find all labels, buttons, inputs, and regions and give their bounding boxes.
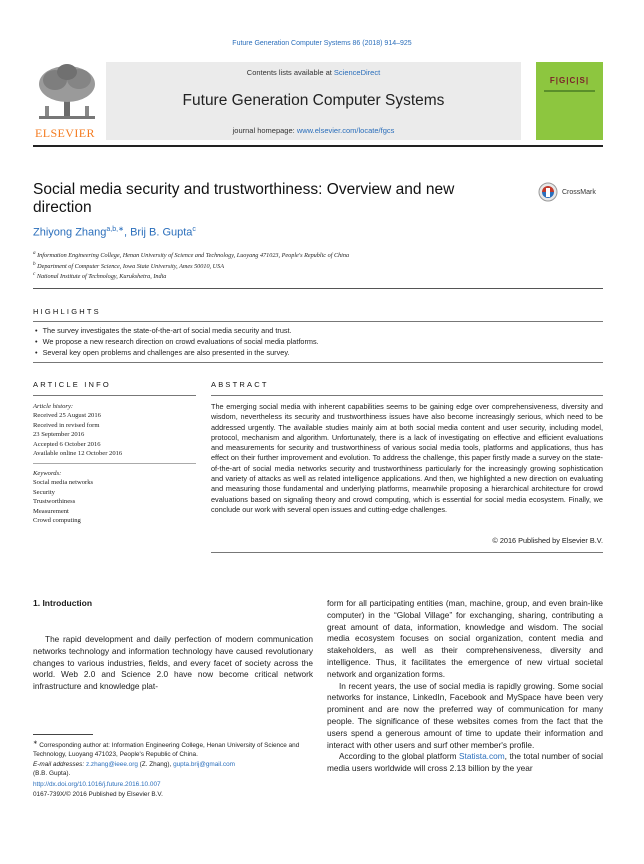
masthead xyxy=(33,62,603,142)
history-label: Article history: xyxy=(33,403,74,410)
journal-title: Future Generation Computer Systems xyxy=(182,92,445,109)
affiliation-mark: b xyxy=(33,261,36,267)
masthead-divider xyxy=(33,145,603,147)
copyright: © 2016 Published by Elsevier B.V. xyxy=(492,536,603,545)
doi-link[interactable]: http://dx.doi.org/10.1016/j.future.2016.10.007 xyxy=(33,781,161,788)
highlights-divider xyxy=(33,321,603,322)
cover-divider xyxy=(544,90,595,92)
history-entry: Received 25 August 2016 xyxy=(33,412,101,420)
affiliation-mark: c xyxy=(33,271,36,277)
footnote-mark: ∗ xyxy=(33,740,38,746)
email-link[interactable]: gupta.brij@gmail.com xyxy=(173,760,235,768)
history-entry: Received in revised form xyxy=(33,421,100,429)
statista-link[interactable]: Statista.com xyxy=(459,751,505,762)
homepage-link[interactable]: www.elsevier.com/locate/fgcs xyxy=(296,126,395,135)
highlight-item: • The survey investigates the state-of-the-art of social media security and trust. xyxy=(33,326,603,337)
keyword: Crowd computing xyxy=(33,517,81,525)
highlights-list xyxy=(33,326,603,358)
email-note: E-mail addresses: z.zhang@ieee.org (Z. Zhang), gupta.brij@gmail.com xyxy=(33,760,235,768)
publisher-wordmark: ELSEVIER xyxy=(35,126,95,140)
journal-banner xyxy=(106,62,521,140)
sciencedirect-link[interactable]: ScienceDirect xyxy=(333,68,381,77)
section-heading: 1. Introduction xyxy=(33,598,93,608)
history-entry: Accepted 6 October 2016 xyxy=(33,440,101,448)
author-list xyxy=(33,225,196,239)
email-link[interactable]: z.zhang@ieee.org xyxy=(85,760,138,768)
keywords-label: Keywords: xyxy=(33,470,62,477)
affiliation xyxy=(33,271,166,280)
keywords xyxy=(33,469,193,525)
author-name[interactable]: Zhiyong Zhang xyxy=(33,226,107,239)
corresponding-author-note: ∗ Corresponding author at: Information Engineering College, Henan University of Science and Technology, Luoyang 471023, People's Republic of China. xyxy=(33,740,300,759)
affiliation-mark: a xyxy=(33,250,36,256)
affiliation-text: Department of Computer Science, Iowa State University, Ames 50010, USA xyxy=(37,263,224,271)
crossmark-icon xyxy=(538,182,558,204)
email-note-cont: (B.B. Gupta). xyxy=(33,769,71,777)
body-paragraph: The rapid development and daily perfection of modern communication networks technology and information technology have caused revolutionary changes to various industries, fields, and every facet of society across the world. Web 2.0 and Science 2.0 have now become critical network infrastructure and knowledge plat- xyxy=(33,634,313,692)
body-paragraph: According to the global platform Statista.com, the total number of social media users worldwide will cross 2.13 billion by the year xyxy=(327,751,603,774)
author-name[interactable]: Brij B. Gupta xyxy=(130,226,193,239)
author-affil-marks[interactable]: a,b,∗ xyxy=(106,226,124,233)
highlight-item: • Several key open problems and challenges are also presented in the survey. xyxy=(33,348,603,359)
body-paragraph: form for all participating entities (man, machine, group, and even brain-like computer) in the “Global Village” for exchanging, sharing, contributing a great amount of data, information, knowledge and wisdom. The social media ecosystem focuses on social organization, content media and stakeholders, as well as their comprehensiveness, diversity and intelligence. Thus, it facilitates the emergence of new virtual societal network and organization forms. xyxy=(327,598,603,679)
keyword: Social media networks xyxy=(33,479,94,487)
abstract-text: The emerging social media with inherent capabilities seems to be gaining edge over comprehensiveness, diversity and wisdom, nevertheless its security and trustworthiness issues have also become increasingly serious, which need to be addressed urgently. The available studies mainly aim at both social media content and user security, including model, protocol, mechanism and algorithm. Unfortunately, there is a lack of investigating on effective and efficient evaluations and measurements for security and trustworthiness of various social media tools, platforms and applications, thus has effect on their further improvement and evolution. To address the challenge, this paper firstly made a survey on the state-of-the-art of social media networks security and trustworthiness particularly for the increasingly growing sophistication and variety of attacks as well as related intelligence applications. And then, we highlighted a new direction on evaluating and measuring those fundamental and underlying platforms, meanwhile proposing a hierarchical architecture for crowd evaluations based on signaling theory and crowd computing, which is essential for social media ecosystem. Finally, we conclude our work with several open issues and cutting-edge challenges. xyxy=(211,402,603,514)
article-info-divider xyxy=(33,395,196,396)
keyword: Trustworthiness xyxy=(33,498,76,506)
footnote xyxy=(33,739,313,778)
highlights-divider xyxy=(33,362,603,363)
highlight-item: • We propose a new research direction on crowd evaluations of social media platforms. xyxy=(33,337,603,348)
homepage-line: journal homepage: www.elsevier.com/locate/fgcs xyxy=(232,126,395,135)
affiliation xyxy=(33,250,349,259)
author-separator: , xyxy=(123,226,131,239)
body-column-right xyxy=(327,598,603,775)
cover-title: F|G|C|S| xyxy=(549,76,590,85)
highlights-heading: HIGHLIGHTS xyxy=(33,307,101,316)
abstract-divider xyxy=(211,395,603,396)
history-entry: 23 September 2016 xyxy=(33,431,85,439)
author-affil-marks[interactable]: c xyxy=(192,226,196,233)
abstract-divider xyxy=(211,552,603,553)
body-paragraph: In recent years, the use of social media is rapidly growing. Some social networks for instance, LinkedIn, Facebook and MySpace have been very prominent and are now the preferred way of communication for many people. The significance of these websites comes from the fact that the users spend a generous amount of time to update their information and interact with other users and surf other member's profile. xyxy=(327,680,603,750)
contents-line: Contents lists available at ScienceDirect xyxy=(246,68,381,77)
paper-title: Social media security and trustworthiness: Overview and new direction xyxy=(33,181,455,216)
article-info-heading: ARTICLE INFO xyxy=(33,380,111,389)
article-info-divider xyxy=(33,463,196,464)
crossmark-label: CrossMark xyxy=(562,189,596,196)
article-history xyxy=(33,402,193,458)
journal-reference[interactable]: Future Generation Computer Systems 86 (2018) 914–925 xyxy=(232,40,412,47)
keyword: Measurement xyxy=(33,507,69,515)
affiliation xyxy=(33,261,224,270)
abstract-heading: ABSTRACT xyxy=(211,380,269,389)
crossmark-badge[interactable] xyxy=(538,182,608,204)
affiliation-divider xyxy=(33,288,603,289)
affiliation-text: National Institute of Technology, Kurukshetra, India xyxy=(36,273,167,281)
tree-icon xyxy=(33,62,101,124)
footnote-divider xyxy=(33,734,93,735)
journal-cover[interactable] xyxy=(536,62,603,140)
affiliation-text: Information Engineering College, Henan University of Science and Technology, Luoyang 471023, People's Republic of China xyxy=(37,252,350,260)
issn-line: 0167-739X/© 2016 Published by Elsevier B.V. xyxy=(33,791,163,798)
elsevier-tree-logo[interactable] xyxy=(33,62,101,142)
history-entry: Available online 12 October 2016 xyxy=(33,450,123,458)
keyword: Security xyxy=(33,488,55,496)
